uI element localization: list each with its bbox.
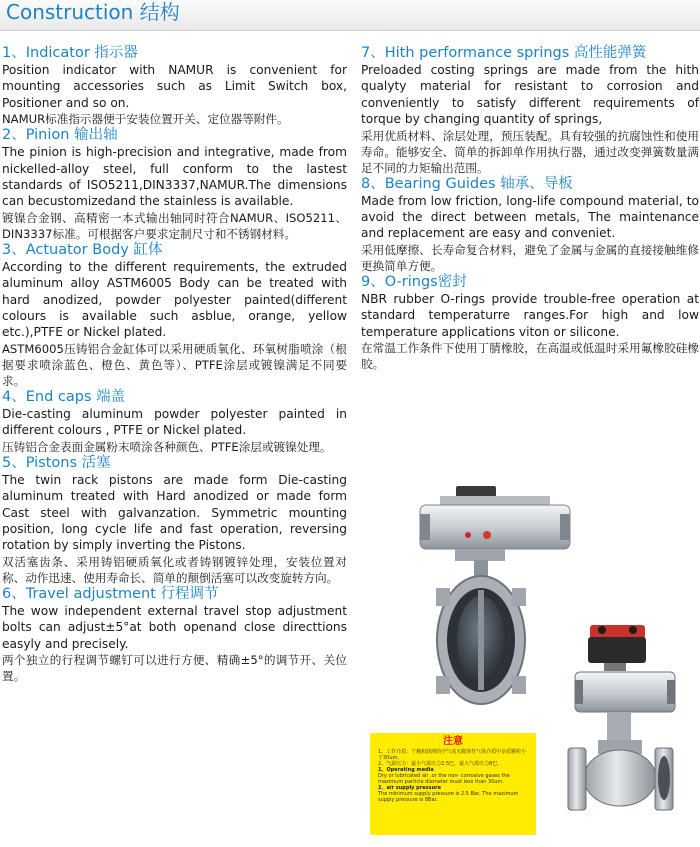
butterfly-valve-image xyxy=(420,486,570,704)
section-title: 2、Pinion 输出轴 xyxy=(2,127,118,144)
section-text-zh: 镀镍合金钢、高精密一本式输出轴同时符合NAMUR、ISO5211、DIN3337标准。可根据客户要求定制尺寸和不锈钢材料。 xyxy=(2,210,347,241)
section-text-en: NBR rubber O-rings provide trouble-free operation at standard temperaturre ranges.For high and low temperature applications viton or silicone. xyxy=(361,291,699,339)
section-text-en: The wow independent external travel stop adjustment bolts can adjust±5°at both openand close directtions easyly and precisely. xyxy=(2,603,347,651)
section-text-zh: ASTM6005压铸铝合金缸体可以采用硬质氧化、环氧树脂喷涂（根据要求喷涂蓝色、橙色、黄色等）、PTFE涂层或镀镍满足不同要求。 xyxy=(2,341,347,388)
section-text-en: The twin rack pistons are made form Die-casting aluminum treated with Hard anodized or made form Cast steel with galvanzation. Symmetric mounting position, long cycle life and fast operation, reversing rotation by simply inverting the Pistons. xyxy=(2,472,347,553)
section-text-en: Die-casting aluminum powder polyester painted in different colours , PTFE or Nickel plated. xyxy=(2,406,347,438)
section-text-zh: 采用低摩擦、长寿命复合材料，避免了金属与金属的直接接触维修更换简单方便。 xyxy=(361,242,699,273)
notice-line: Dry or lubricated air ,or the non- corrosive gases the maximum particle diameter must less than 30um. xyxy=(378,773,510,785)
notice-line: 1、Operating media xyxy=(378,767,434,773)
notice-line: 2、气源压力：最小气源压力2.5巴，最大气源压力8巴。 xyxy=(378,761,503,767)
section-text-zh: 在常温工作条件下使用丁腈橡胶，在高温或低温时采用氟橡胶硅橡胶。 xyxy=(361,341,699,372)
ball-valve-image xyxy=(568,625,675,810)
section-title: 3、Actuator Body 缸体 xyxy=(2,241,163,258)
section-text-zh: 采用优质材料、涂层处理，预压装配。具有较强的抗腐蚀性和使用寿命。能够安全、简单的拆卸单作用执行器，通过改变弹簧数量满足不同的力矩输出范围。 xyxy=(361,128,699,175)
section-title: 4、End caps 端盖 xyxy=(2,388,126,405)
notice-line: 1、工作介质：干燥和润滑的空气或无腐蚀性气体介质中杂质颗粒小于30um。 xyxy=(378,749,527,761)
section-text-en: Made from low friction, long-life compound material, to avoid the direct between metals, The maintenance and replacement are easy and conveniet. xyxy=(361,193,699,241)
section-text-en: Position indicator with NAMUR is convenient for mounting accessories such as Limit Switch box, Positioner and so on. xyxy=(2,63,347,110)
section-text-en: The pinion is high-precision and integrative, made from nickelled-alloy steel, full conform to the lastest standards of ISO5211,DIN3337,NAMUR.The dimensions can becustomizedand the stainless is available. xyxy=(2,145,347,209)
notice-title: 注意 xyxy=(443,736,463,747)
section-title: 7、Hith performance springs 高性能弹簧 xyxy=(361,45,647,61)
section-title: 5、Pistons 活塞 xyxy=(2,454,111,471)
notice-line: The minimum supply pressure is 2.5 Bar, The maximum supply pressure is 8Bar. xyxy=(378,791,519,803)
notice-box xyxy=(370,733,536,835)
section-title: 1、Indicator 指示器 xyxy=(2,45,138,61)
section-text-zh: 压铸铝合金表面金属粉末喷涂各种颜色、PTFE涂层或镀镍处理。 xyxy=(2,439,332,454)
section-text-en: According to the different requirements, the extruded aluminum alloy ASTM6005 Body can be treated with hard anodized, powder polyester painted(different colours is available such asblue, orange, yellow etc.),PTFE or Nickel plated. xyxy=(2,259,347,340)
notice-body xyxy=(378,749,530,803)
section-text-zh: 双活塞齿条、采用铸铝硬质氧化或者铸钢镀锌处理，安装位置对称、动作迅速、使用寿命长、简单的颠倒活塞可以改变旋转方向。 xyxy=(2,554,347,585)
section-text-zh: 两个独立的行程调节螺钉可以进行方便、精确±5°的调节开、关位置。 xyxy=(2,652,347,683)
section-text-en: Preloaded costing springs are made from the hith qualyty material for resistant to corrosion and conveniently to satisfy different requirements of torque by changing quantity of springs, xyxy=(361,63,699,127)
section-title: 6、Travel adjustment 行程调节 xyxy=(2,585,219,602)
page-title: Construction 结构 xyxy=(6,0,180,24)
notice-line: 2、air supply pressure xyxy=(378,785,441,791)
section-title: 8、Bearing Guides 轴承、导板 xyxy=(361,175,573,192)
section-title: 9、O-rings密封 xyxy=(361,273,467,290)
section-text-zh: NAMUR标准指示器便于安装位置开关、定位器等附件。 xyxy=(2,112,289,127)
